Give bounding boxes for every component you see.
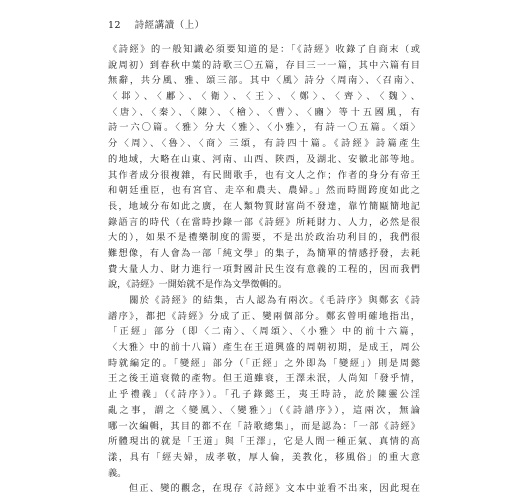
text-line: 時就編定的。「變經」部分（「正經」之外即為「變經」）則是周懿 [108,357,420,369]
text-line: 所體現出的就是「王道」與「王澤」，它是人間一種正氣、真情的高 [108,436,420,448]
text-line: 說，《詩經》一開始就不是作為文學徵輯的。 [108,279,288,291]
text-line: 和朝廷重臣，也有宮官、走卒和農夫、農婦。」然而時間跨度如此之 [108,185,420,197]
text-line: 說周初）到春秋中葉的詩歌三〇五篇，存目三一一篇，其中六篇有目 [108,59,420,71]
text-line: 「正經」部分（即〈二南〉、〈周頌〉、〈小雅〉中的前十六篇， [108,326,420,338]
text-line: 〈唐〉、〈秦〉、〈陳〉、〈檜〉、〈曹〉、〈豳〉等十五國風，有 [108,106,420,118]
text-line: 其作者成分很複雜，有民間歌手，也有文人之作；作者的身分有帝王 [108,169,420,181]
body-text [108,42,420,497]
text-line: 亂之事，謂之〈變風〉、〈變雅〉」（《詩譜序》），這兩次，無論 [108,404,420,416]
running-header [108,17,205,31]
text-line: 王之後王道衰微的產物。但王道雖衰，王澤未泯，人尚知「發乎情， [108,373,420,385]
text-line: 漾，具有「經夫婦，成孝敬，厚人倫，美教化，移風俗」的重大意 [108,451,420,463]
page-number: 12 [108,20,122,31]
text-line: 費大量人力、財力進行一項對國計民生沒有意義的工程的，因而我們 [108,263,420,275]
text-line: 詩一六〇篇。〈雅〉分大〈雅〉、〈小雅〉，有詩一〇五篇。〈頌〉 [108,122,420,134]
text-line: 錄語言的時代（在當時抄錄一部《詩經》所耗財力、人力，必然是很 [108,216,420,228]
text-line: 分〈周〉、〈魯〉、〈商〉三頌，有詩四十篇。《詩經》詩篇產生 [108,138,420,150]
text-line: 《詩經》的一般知識必須要知道的是：「《詩經》收錄了自商末（或 [108,44,420,55]
text-line: 哪一次編輯，其目的都不在「詩歌總集」，而是認為：「一部《詩經》 [108,420,420,432]
text-line: 無辭，共分風、雅、頌三部。其中〈風〉詩分〈周南〉、〈召南〉、 [108,75,420,87]
text-line: 〈邶〉、〈鄘〉、〈衛〉、〈王〉、〈鄭〉、〈齊〉、〈魏〉、 [108,91,420,103]
text-line: 長，地域分布如此之廣，在人類物質財富尚不發達，靠竹簡甌簡地記 [108,200,420,212]
text-line: 關於《詩經》的結集，古人認為有兩次。《毛詩序》與鄭玄《詩 [108,295,420,306]
text-line: 止乎禮義」（《詩序》）。「孔子錄懿王，夷王時詩，訖於陳靈公淫 [108,389,420,401]
text-line: 義。 [108,467,127,479]
book-title: 詩經講讀（上） [134,20,205,31]
text-line: 大的），如果不是禮樂制度的需要，不是出於政治功利目的，我們很 [108,232,420,244]
text-line: 譜序》，都把《詩經》分成了正、變兩個部分。鄭玄曾明確地指出， [108,310,420,322]
text-line: 但正、變的觀念，在現存《詩經》文本中並看不出來，因此現在 [108,483,420,495]
text-line: 的地域，大略在山東、河南、山西、陝西，及湖北、安徽北部等地。 [108,153,420,165]
text-line: 〈大雅〉中的前十八篇）產生在王道興盛的周朝初期，是成王，周公 [108,342,420,354]
text-line: 難想像，有人會為一部「純文學」的集子，為簡單的情感抒發，去耗 [108,247,420,259]
